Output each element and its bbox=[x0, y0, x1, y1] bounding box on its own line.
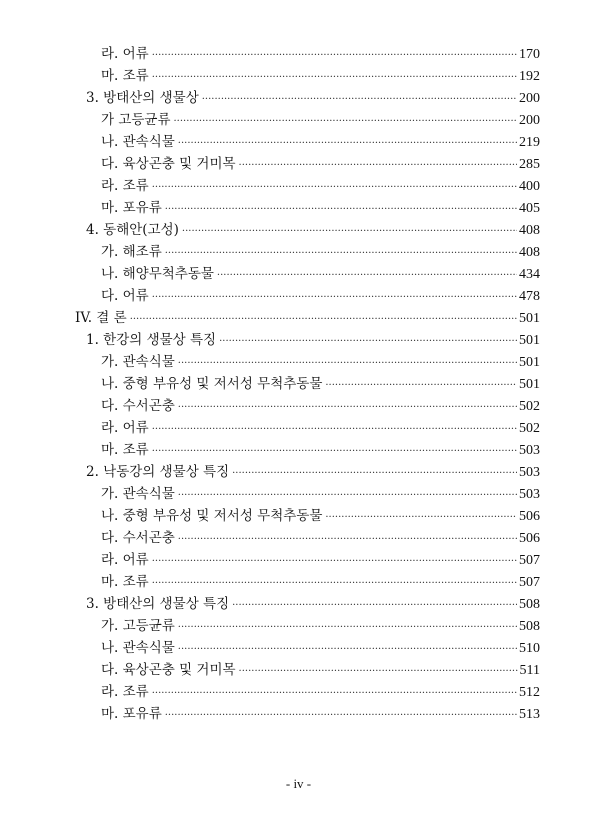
toc-entry-label: 가. 관속식물 bbox=[101, 486, 175, 502]
toc-entry bbox=[0, 483, 597, 505]
toc-entry-label: 다. 수서곤충 bbox=[101, 398, 175, 414]
toc-entry-page: 501 bbox=[519, 377, 540, 392]
toc-entry-label: 4. 동해안(고성) bbox=[86, 222, 179, 238]
toc-entry bbox=[0, 593, 597, 615]
toc-entry-page: 511 bbox=[519, 663, 540, 678]
toc-entry bbox=[0, 219, 597, 241]
dot-leader bbox=[178, 353, 517, 375]
dot-leader bbox=[178, 485, 517, 507]
dot-leader bbox=[165, 705, 517, 727]
toc-entry-page: 512 bbox=[519, 685, 540, 700]
toc-entry-page: 219 bbox=[519, 135, 540, 150]
dot-leader bbox=[152, 177, 517, 199]
toc-entry-page: 508 bbox=[519, 597, 540, 612]
toc-entry-page: 200 bbox=[519, 113, 540, 128]
toc-entry-label: 나. 중형 부유성 및 저서성 무척추동물 bbox=[101, 508, 323, 524]
toc-entry-label: 가 고등균류 bbox=[101, 112, 171, 128]
dot-leader bbox=[178, 529, 517, 551]
toc-entry-label: 라. 조류 bbox=[101, 684, 149, 700]
toc-entry-label: 라. 어류 bbox=[101, 552, 149, 568]
toc-entry bbox=[0, 263, 597, 285]
toc-entry-label: 마. 조류 bbox=[101, 574, 149, 590]
dot-leader bbox=[202, 89, 517, 111]
dot-leader bbox=[325, 507, 517, 529]
toc-entry-page: 506 bbox=[519, 509, 540, 524]
dot-leader bbox=[182, 221, 517, 243]
dot-leader bbox=[232, 595, 517, 617]
toc-entry-page: 501 bbox=[519, 333, 540, 348]
toc-entry-page: 507 bbox=[519, 553, 540, 568]
toc-entry-label: 다. 어류 bbox=[101, 288, 149, 304]
dot-leader bbox=[152, 419, 517, 441]
toc-entry-page: 192 bbox=[519, 69, 540, 84]
toc-entry-page: 503 bbox=[519, 465, 540, 480]
toc-entry-label: 1. 한강의 생물상 특징 bbox=[86, 332, 217, 348]
toc-entry-label: 라. 어류 bbox=[101, 420, 149, 436]
dot-leader bbox=[239, 155, 517, 177]
dot-leader bbox=[232, 463, 517, 485]
dot-leader bbox=[152, 67, 517, 89]
toc-entry-page: 501 bbox=[519, 311, 540, 326]
toc-entry-label: 다. 육상곤충 및 거미목 bbox=[101, 156, 236, 172]
toc-entry bbox=[0, 439, 597, 461]
dot-leader bbox=[219, 331, 517, 353]
toc-entry-page: 502 bbox=[519, 421, 540, 436]
toc-entry-page: 502 bbox=[519, 399, 540, 414]
dot-leader bbox=[325, 375, 517, 397]
toc-entry bbox=[0, 329, 597, 351]
toc-entry-label: 나. 중형 부유성 및 저서성 무척추동물 bbox=[101, 376, 323, 392]
toc-entry bbox=[0, 285, 597, 307]
page-number-footer: - iv - bbox=[285, 776, 312, 791]
toc-entry bbox=[0, 109, 597, 131]
toc-entry-page: 501 bbox=[519, 355, 540, 370]
toc-entry bbox=[0, 351, 597, 373]
toc-entry-label: 라. 조류 bbox=[101, 178, 149, 194]
toc-entry bbox=[0, 43, 597, 65]
dot-leader bbox=[152, 441, 517, 463]
toc-entry-label: 3. 방태산의 생물상 특징 bbox=[86, 596, 230, 612]
toc-entry bbox=[0, 241, 597, 263]
dot-leader bbox=[152, 573, 517, 595]
toc-entry bbox=[0, 307, 597, 329]
toc-entry-page: 478 bbox=[519, 289, 540, 304]
dot-leader bbox=[152, 551, 517, 573]
dot-leader bbox=[178, 133, 517, 155]
toc-entry bbox=[0, 461, 597, 483]
toc-entry-page: 285 bbox=[519, 157, 540, 172]
toc-entry-page: 200 bbox=[519, 91, 540, 106]
toc-entry bbox=[0, 527, 597, 549]
toc-entry-page: 170 bbox=[519, 47, 540, 62]
dot-leader bbox=[152, 45, 517, 67]
toc-entry-label: IV. 결 론 bbox=[75, 310, 127, 326]
toc-entry-label: 마. 조류 bbox=[101, 68, 149, 84]
toc-entry-page: 510 bbox=[519, 641, 540, 656]
toc-entry-page: 408 bbox=[519, 245, 540, 260]
toc-entry-label: 다. 육상곤충 및 거미목 bbox=[101, 662, 236, 678]
toc-entry-page: 400 bbox=[519, 179, 540, 194]
toc-entry bbox=[0, 637, 597, 659]
toc-entry bbox=[0, 175, 597, 197]
table-of-contents bbox=[0, 43, 597, 725]
toc-entry bbox=[0, 659, 597, 681]
dot-leader bbox=[165, 243, 517, 265]
toc-entry-label: 3. 방태산의 생물상 bbox=[86, 90, 199, 106]
toc-entry bbox=[0, 703, 597, 725]
toc-entry bbox=[0, 373, 597, 395]
toc-entry-label: 2. 낙동강의 생물상 특징 bbox=[86, 464, 230, 480]
toc-entry-page: 508 bbox=[519, 619, 540, 634]
dot-leader bbox=[130, 309, 517, 331]
toc-entry bbox=[0, 131, 597, 153]
toc-entry-page: 506 bbox=[519, 531, 540, 546]
toc-entry-page: 503 bbox=[519, 443, 540, 458]
toc-entry-label: 가. 관속식물 bbox=[101, 354, 175, 370]
toc-entry-label: 나. 관속식물 bbox=[101, 134, 175, 150]
toc-entry bbox=[0, 417, 597, 439]
dot-leader bbox=[239, 661, 518, 683]
toc-entry bbox=[0, 87, 597, 109]
toc-entry-label: 가. 고등균류 bbox=[101, 618, 175, 634]
toc-entry-label: 마. 포유류 bbox=[101, 706, 162, 722]
toc-entry bbox=[0, 197, 597, 219]
dot-leader bbox=[178, 397, 517, 419]
dot-leader bbox=[165, 199, 517, 221]
dot-leader bbox=[217, 265, 517, 287]
dot-leader bbox=[152, 683, 517, 705]
toc-entry-page: 513 bbox=[519, 707, 540, 722]
toc-entry bbox=[0, 505, 597, 527]
toc-entry bbox=[0, 65, 597, 87]
toc-entry-page: 503 bbox=[519, 487, 540, 502]
toc-entry bbox=[0, 615, 597, 637]
toc-entry bbox=[0, 153, 597, 175]
toc-entry bbox=[0, 681, 597, 703]
toc-entry-page: 408 bbox=[519, 223, 540, 238]
toc-entry-label: 마. 조류 bbox=[101, 442, 149, 458]
toc-entry-page: 405 bbox=[519, 201, 540, 216]
toc-entry-page: 507 bbox=[519, 575, 540, 590]
toc-entry bbox=[0, 571, 597, 593]
toc-entry-label: 나. 관속식물 bbox=[101, 640, 175, 656]
toc-entry-label: 가. 해조류 bbox=[101, 244, 162, 260]
toc-entry-page: 434 bbox=[519, 267, 540, 282]
toc-entry-label: 라. 어류 bbox=[101, 46, 149, 62]
toc-entry-label: 나. 해양무척추동물 bbox=[101, 266, 214, 282]
toc-entry-label: 다. 수서곤충 bbox=[101, 530, 175, 546]
dot-leader bbox=[178, 617, 517, 639]
dot-leader bbox=[174, 111, 518, 133]
toc-entry bbox=[0, 395, 597, 417]
dot-leader bbox=[152, 287, 517, 309]
dot-leader bbox=[178, 639, 517, 661]
toc-entry-label: 마. 포유류 bbox=[101, 200, 162, 216]
toc-entry bbox=[0, 549, 597, 571]
